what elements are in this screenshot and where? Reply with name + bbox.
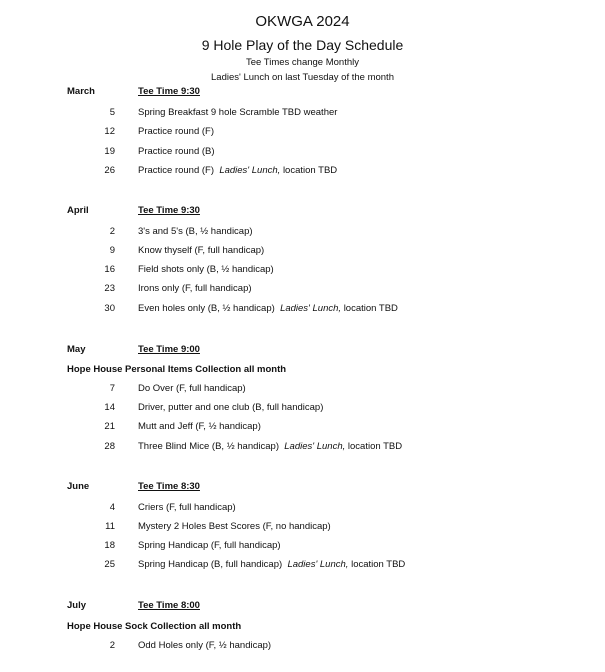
lunch-location: location TBD (343, 303, 398, 314)
lunch-location: location TBD (282, 165, 338, 176)
event-day: 30 (104, 303, 115, 314)
month-label: April (67, 205, 89, 216)
tee-time: Tee Time 8:30 (138, 481, 200, 492)
tee-time: Tee Time 9:30 (138, 205, 200, 216)
event-day: 11 (105, 521, 115, 532)
ladies-lunch-note: Ladies' Lunch on last Tuesday of the month (211, 72, 394, 83)
tee-time: Tee Time 9:00 (138, 344, 200, 355)
event-day: 19 (104, 146, 115, 157)
event-description: Three Blind Mice (B, ½ handicap) Ladies' Lunch, location TBD (138, 441, 403, 452)
collection-note: Hope House Personal Items Collection all month (67, 364, 287, 375)
lunch-location: location TBD (351, 559, 406, 570)
event-description: Practice round (F) (138, 126, 215, 137)
tee-times-note: Tee Times change Monthly (245, 57, 359, 68)
event-day: 21 (104, 421, 115, 432)
event-description: Spring Handicap (B, full handicap) Ladies' Lunch, location TBD (138, 559, 406, 570)
document-subtitle: 9 Hole Play of the Day Schedule (201, 37, 404, 53)
event-day: 26 (104, 165, 115, 176)
event-day: 25 (104, 559, 115, 570)
lunch-location: location TBD (347, 441, 403, 452)
event-day: 5 (109, 107, 115, 118)
tee-time: Tee Time 9:30 (138, 86, 200, 97)
event-description: Mystery 2 Holes Best Scores (F, no handicap) (138, 521, 331, 532)
tee-time: Tee Time 8:00 (138, 600, 200, 611)
event-description: Driver, putter and one club (B, full handicap) (138, 402, 324, 413)
event-description: 3's and 5's (B, ½ handicap) (138, 226, 253, 237)
ladies-lunch-label: Ladies' Lunch, (287, 559, 349, 570)
event-day: 4 (109, 502, 115, 513)
event-description: Spring Breakfast 9 hole Scramble TBD weather (138, 107, 338, 118)
event-description: Practice round (B) (138, 146, 215, 157)
event-day: 2 (109, 640, 115, 651)
event-description: Know thyself (F, full handicap) (138, 245, 265, 256)
event-description: Criers (F, full handicap) (138, 502, 236, 513)
ladies-lunch-label: Ladies' Lunch, (219, 165, 281, 176)
event-day: 28 (104, 441, 115, 452)
collection-note: Hope House Sock Collection all month (67, 621, 242, 632)
event-day: 18 (104, 540, 115, 551)
event-description: Odd Holes only (F, ½ handicap) (138, 640, 272, 651)
event-description: Do Over (F, full handicap) (138, 383, 246, 394)
ladies-lunch-label: Ladies' Lunch, (280, 303, 342, 314)
event-description: Even holes only (B, ½ handicap) Ladies' Lunch, location TBD (138, 303, 398, 314)
event-day: 16 (104, 264, 115, 275)
event-day: 12 (104, 126, 115, 137)
month-label: March (67, 86, 95, 97)
month-label: June (67, 481, 90, 492)
event-day: 23 (104, 283, 115, 294)
event-description: Spring Handicap (F, full handicap) (138, 540, 281, 551)
event-day: 9 (109, 245, 115, 256)
event-description: Irons only (F, full handicap) (138, 283, 252, 294)
ladies-lunch-label: Ladies' Lunch, (284, 441, 346, 452)
event-description: Practice round (F) Ladies' Lunch, location TBD (138, 165, 338, 176)
event-day: 7 (109, 383, 115, 394)
month-label: May (67, 344, 86, 355)
event-description: Mutt and Jeff (F, ½ handicap) (138, 421, 261, 432)
event-day: 14 (104, 402, 115, 413)
event-description: Field shots only (B, ½ handicap) (138, 264, 274, 275)
event-day: 2 (109, 226, 115, 237)
month-label: July (67, 600, 87, 611)
document-title: OKWGA 2024 (255, 13, 350, 30)
